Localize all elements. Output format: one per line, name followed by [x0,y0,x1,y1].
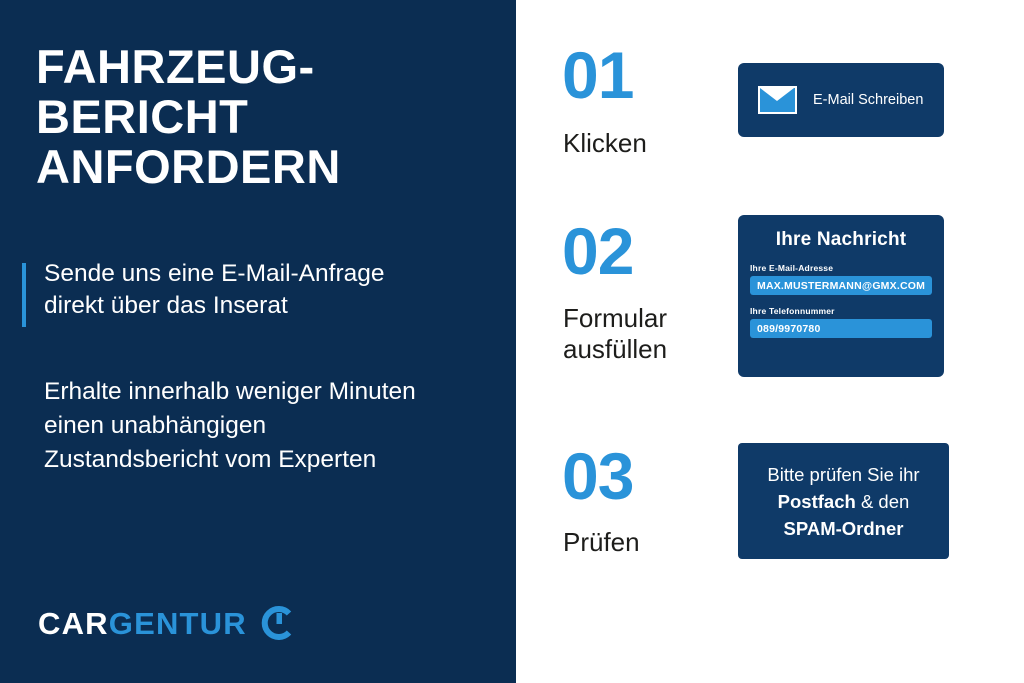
paragraph-1-line-1: Sende uns eine E-Mail-Anfrage [44,260,385,287]
check-inbox-notice-line-2-rest: & den [855,490,910,512]
paragraph-2-line-2: einen unabhängigen [44,412,267,439]
phone-field-label: Ihre Telefonnummer [750,306,835,316]
step-2-number: 02 [562,214,634,288]
check-inbox-notice-line-1: Bitte prüfen Sie ihr [767,463,920,485]
step-3-number: 03 [562,439,634,513]
step-1-number: 01 [562,38,634,112]
logo-wordmark [38,605,247,641]
email-write-button-label: E-Mail Schreiben [813,92,924,108]
email-field-label: Ihre E-Mail-Adresse [750,263,834,273]
message-form-card [738,215,944,377]
check-inbox-notice-postfach: Postfach [777,490,856,512]
right-panel [516,0,1024,683]
page-title-line-3: ANFORDERN [36,140,341,193]
step-2-label-line-1: Formular [563,303,668,333]
page-title-line-2: BERICHT [36,90,249,143]
step-3-label [563,527,640,558]
page-title [36,42,486,192]
email-field[interactable]: MAX.MUSTERMANN@GMX.COM [750,276,932,295]
step-2-label [563,303,667,365]
logo [38,604,297,642]
paragraph-1-line-2: direkt über das Inserat [44,292,288,319]
paragraph-2 [44,375,504,477]
phone-field[interactable]: 089/9970780 [750,319,932,338]
step-3-label-line-1: Prüfen [563,527,640,557]
step-2-label-line-2: ausfüllen [563,334,668,364]
check-inbox-notice-line-3: SPAM-Ordner [783,517,904,539]
step-1-label-line-1: Klicken [563,128,647,158]
logo-word-gentur: GENTUR [108,605,247,641]
check-inbox-notice-line-2 [746,488,941,515]
paragraph-1 [44,258,492,322]
check-inbox-notice [738,443,949,559]
envelope-icon [758,86,797,114]
step-1-label [563,128,647,159]
c-circle-arrow-logo-icon [259,604,297,642]
message-form-title: Ihre Nachricht [775,229,907,250]
email-write-button[interactable] [738,63,944,137]
field-spacer [750,295,932,306]
paragraph-2-line-1: Erhalte innerhalb weniger Minuten [44,378,416,405]
accent-bar-paragraph [22,258,492,322]
page-title-line-1: FAHRZEUG- [36,40,315,93]
logo-word-car: CAR [38,605,109,641]
paragraph-2-line-3: Zustandsbericht vom Experten [44,446,377,473]
